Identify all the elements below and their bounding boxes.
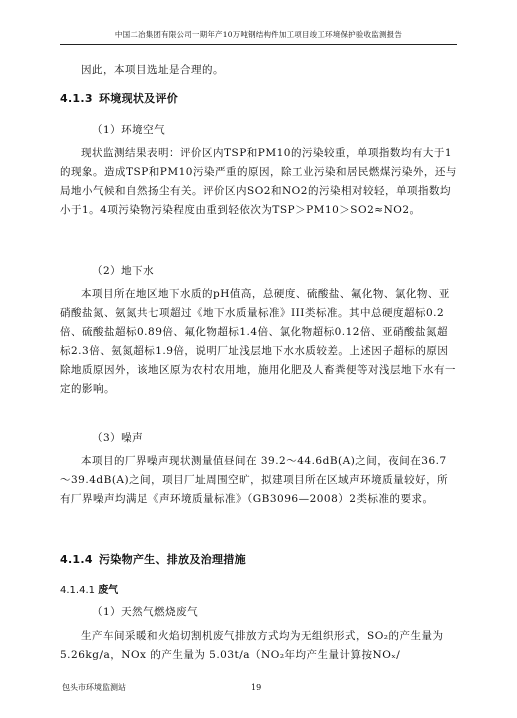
paragraph-noise: 本项目的厂界噪声现状测量值昼间在 39.2～44.6dB(A)之间，夜间在36.7～39.4dB(A)之间，项目厂址周围空旷，拟建项目所在区域声环境质量较好，所有厂界噪声均满足《声环境质量标准》（GB3096—2008）2类标准的要求。 [60, 455, 449, 505]
section-title: 污染物产生、排放及治理措施 [98, 553, 246, 566]
page-number: 19 [251, 683, 262, 692]
subsection-number: 4.1.4.1 [60, 585, 95, 596]
footer-organization: 包头市环境监测站 [62, 683, 126, 692]
section-heading-4-1-4 [60, 552, 246, 568]
subsection-title: 废气 [98, 585, 119, 596]
section-number: 4.1.4 [60, 553, 93, 566]
running-header: 中国二冶集团有限公司一期年产10万吨钢结构件加工项目竣工环境保护验收监测报告 [114, 30, 403, 39]
section-heading-4-1-3 [60, 91, 178, 107]
item-groundwater: （2）地下水 [92, 265, 155, 277]
section-number: 4.1.3 [60, 92, 93, 105]
header-divider [60, 44, 457, 45]
item-natural-gas-exhaust: （1）天然气燃烧废气 [92, 606, 199, 618]
item-ambient-air: （1）环境空气 [92, 124, 166, 136]
section-title: 环境现状及评价 [98, 92, 179, 105]
paragraph-ambient-air: 现状监测结果表明：评价区内TSP和PM10的污染较重，单项指数均有大于1的现象。造成TSP和PM10污染严重的原因，除工业污染和居民燃煤污染外，还与局地小气候和自然扬尘有关。评价区内SO2和NO2的污染相对较轻，单项指数均小于1。4项污染物污染程度由重到轻依次为TSP＞PM10＞SO2≈NO2。 [60, 147, 457, 216]
subsection-heading-4-1-4-1 [60, 583, 118, 599]
paragraph-site-conclusion: 因此，本项目选址是合理的。 [81, 64, 224, 76]
item-noise: （3）噪声 [92, 432, 144, 444]
paragraph-groundwater: 本项目所在地区地下水质的pH值高，总硬度、硫酸盐、氟化物、氯化物、亚硝酸盐氮、氨氮共七项超过《地下水质量标准》III类标准。其中总硬度超标0.2倍、硫酸盐超标0.89倍、氟化物超标1.4倍、氯化物超标0.12倍、亚硝酸盐氮超标2.3倍、氨氮超标1.9倍，说明厂址浅层地下水水质较差。上述因子超标的原因除地质原因外，该地区原为农村农用地，施用化肥及人畜粪便等对浅层地下水有一定的影响。 [60, 288, 456, 395]
paragraph-natural-gas-exhaust: 生产车间采暖和火焰切割机废气排放方式均为无组织形式，SO₂的产生量为 5.26kg/a，NOx 的产生量为 5.03t/a（NO₂年均产生量计算按NOₓ/ [60, 630, 444, 661]
